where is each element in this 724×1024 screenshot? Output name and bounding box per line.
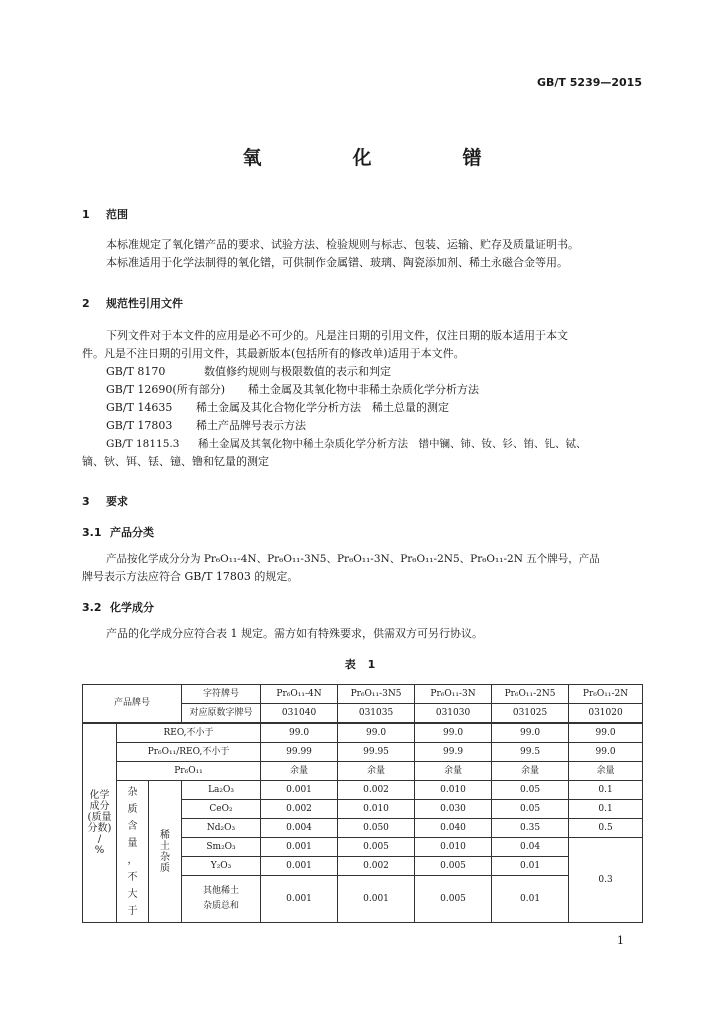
section-3-heading <box>82 493 128 509</box>
row-label: REO,不小于 <box>117 723 261 743</box>
value-cell: 余量 <box>492 762 569 781</box>
classification-line-1: 产品按化学成分分为 Pr₆O₁₁-4N、Pr₆O₁₁-3N5、Pr₆O₁₁-3N、Pr₆O₁₁-2N5、Pr₆O₁₁-2N 五个牌号，产品 <box>106 553 600 565</box>
reference-item <box>82 417 642 435</box>
value-cell: 0.04 <box>492 838 569 857</box>
value-cell: 0.030 <box>415 800 492 819</box>
value-cell: 0.01 <box>492 857 569 876</box>
value-cell: 99.0 <box>261 723 338 743</box>
section-1-title: 范围 <box>106 208 128 221</box>
value-cell: 0.005 <box>415 857 492 876</box>
value-cell: 0.050 <box>338 819 415 838</box>
reference-code: GB/T 18115.3 <box>106 438 180 450</box>
reference-title: 数值修约规则与极限数值的表示和判定 <box>204 365 391 378</box>
value-cell: 0.010 <box>415 781 492 800</box>
value-cell: 99.95 <box>338 743 415 762</box>
grade-cell: Pr₆O₁₁-2N5 <box>492 685 569 704</box>
value-cell: 99.5 <box>492 743 569 762</box>
reference-code: GB/T 17803 <box>106 419 173 432</box>
reference-item <box>82 399 642 417</box>
scope-paragraph-1: 本标准规定了氧化镨产品的要求、试验方法、检验规则与标志、包装、运输、贮存及质量证明书。 <box>106 238 579 251</box>
table-row <box>83 723 643 743</box>
value-cell: 0.001 <box>261 857 338 876</box>
section-3-1-number: 3.1 <box>82 526 102 539</box>
value-cell: 余量 <box>261 762 338 781</box>
value-cell: 0.05 <box>492 800 569 819</box>
reference-item <box>82 381 642 399</box>
value-cell: 0.010 <box>338 800 415 819</box>
chemical-composition-table <box>82 684 643 923</box>
grade-cell: Pr₆O₁₁-3N5 <box>338 685 415 704</box>
row-label: La₂O₃ <box>182 781 261 800</box>
value-cell: 0.5 <box>569 819 643 838</box>
value-cell: 0.002 <box>338 857 415 876</box>
reference-code: GB/T 12690(所有部分) <box>106 383 225 396</box>
row-label: Sm₂O₃ <box>182 838 261 857</box>
table-row <box>83 781 643 800</box>
section-2-body <box>82 327 642 471</box>
section-3-1-body <box>82 550 642 586</box>
table-row <box>83 762 643 781</box>
page-number: 1 <box>617 934 624 947</box>
section-1-heading <box>82 206 128 222</box>
reference-title: 稀土金属及其氧化物中稀土杂质化学分析方法 镨中镧、铈、钕、钐、铕、钆、铽、 <box>198 438 587 450</box>
value-cell: 99.9 <box>415 743 492 762</box>
references-intro-line-2: 件。凡是不注日期的引用文件，其最新版本(包括所有的修改单)适用于本文件。 <box>82 347 465 360</box>
value-cell: 99.0 <box>492 723 569 743</box>
row-label: CeO₂ <box>182 800 261 819</box>
value-cell: 99.0 <box>415 723 492 743</box>
section-3-2-body <box>82 625 642 643</box>
value-cell: 0.05 <box>492 781 569 800</box>
row-label: 其他稀土 杂质总和 <box>182 876 261 923</box>
section-3-1-heading <box>82 524 154 540</box>
num-grade-cell: 031040 <box>261 704 338 724</box>
grade-cell: Pr₆O₁₁-2N <box>569 685 643 704</box>
value-cell: 99.99 <box>261 743 338 762</box>
composition-line: 产品的化学成分应符合表 1 规定。需方如有特殊要求，供需双方可另行协议。 <box>106 627 483 640</box>
section-2-number: 2 <box>82 297 90 310</box>
standard-number: GB/T 5239—2015 <box>537 76 642 89</box>
num-grade-cell: 031035 <box>338 704 415 724</box>
row-label: Nd₂O₃ <box>182 819 261 838</box>
value-cell: 0.005 <box>415 876 492 923</box>
section-3-2-heading <box>82 599 154 615</box>
section-3-2-title: 化学成分 <box>110 601 154 614</box>
num-grade-cell: 031020 <box>569 704 643 724</box>
chem-composition-label: 化学 成分 (质量 分数) / % <box>83 723 117 923</box>
value-cell: 0.005 <box>338 838 415 857</box>
product-grade-label: 产品牌号 <box>83 685 182 724</box>
classification-line-2: 牌号表示方法应符合 GB/T 17803 的规定。 <box>82 570 299 583</box>
value-cell: 0.004 <box>261 819 338 838</box>
value-cell: 0.1 <box>569 781 643 800</box>
value-cell: 0.01 <box>492 876 569 923</box>
num-grade-label: 对应原数字牌号 <box>182 704 261 724</box>
value-cell: 0.040 <box>415 819 492 838</box>
section-3-2-number: 3.2 <box>82 601 102 614</box>
value-cell: 99.0 <box>569 743 643 762</box>
value-cell: 0.1 <box>569 800 643 819</box>
value-cell: 0.002 <box>338 781 415 800</box>
value-cell: 0.35 <box>492 819 569 838</box>
table-row <box>83 743 643 762</box>
section-2-heading <box>82 295 183 311</box>
reference-code: GB/T 14635 <box>106 401 173 414</box>
grade-cell: Pr₆O₁₁-4N <box>261 685 338 704</box>
value-cell: 余量 <box>415 762 492 781</box>
reference-title: 稀土金属及其化合物化学分析方法 稀土总量的测定 <box>196 401 449 414</box>
row-label: Y₂O₃ <box>182 857 261 876</box>
num-grade-cell: 031025 <box>492 704 569 724</box>
section-1-number: 1 <box>82 208 90 221</box>
value-cell: 99.0 <box>338 723 415 743</box>
section-1-body <box>82 236 642 272</box>
section-3-number: 3 <box>82 495 90 508</box>
section-3-1-title: 产品分类 <box>110 526 154 539</box>
table-row <box>83 685 643 704</box>
value-cell: 0.002 <box>261 800 338 819</box>
reference-title: 稀土产品牌号表示方法 <box>196 419 306 432</box>
reference-code: GB/T 8170 <box>106 365 166 378</box>
reference-item <box>82 363 642 381</box>
reference-continuation: 镝、钬、铒、铥、镱、镥和钇量的测定 <box>82 455 269 468</box>
table-caption: 表 1 <box>344 658 380 671</box>
value-cell: 0.001 <box>261 781 338 800</box>
value-cell: 0.001 <box>261 838 338 857</box>
reference-title: 稀土金属及其氧化物中非稀土杂质化学分析方法 <box>248 383 479 396</box>
merged-value-cell: 0.3 <box>569 838 643 923</box>
value-cell: 0.001 <box>338 876 415 923</box>
row-label: Pr₆O₁₁/REO,不小于 <box>117 743 261 762</box>
char-grade-label: 字符牌号 <box>182 685 261 704</box>
references-intro-line-1: 下列文件对于本文件的应用是必不可少的。凡是注日期的引用文件，仅注日期的版本适用于本文 <box>106 329 568 342</box>
value-cell: 余量 <box>569 762 643 781</box>
value-cell: 0.001 <box>261 876 338 923</box>
section-3-title: 要求 <box>106 495 128 508</box>
value-cell: 0.010 <box>415 838 492 857</box>
num-grade-cell: 031030 <box>415 704 492 724</box>
grade-cell: Pr₆O₁₁-3N <box>415 685 492 704</box>
document-title: 氧 化 镨 <box>242 147 518 169</box>
impurity-label: 杂 质 含 量 ， 不 大 于 <box>117 781 149 923</box>
reference-item <box>82 435 642 453</box>
row-label: Pr₆O₁₁ <box>117 762 261 781</box>
rare-earth-impurity-label: 稀 土 杂 质 <box>149 781 182 923</box>
value-cell: 余量 <box>338 762 415 781</box>
section-2-title: 规范性引用文件 <box>106 297 183 310</box>
scope-paragraph-2: 本标准适用于化学法制得的氧化镨，可供制作金属镨、玻璃、陶瓷添加剂、稀土永磁合金等用。 <box>106 256 568 269</box>
value-cell: 99.0 <box>569 723 643 743</box>
